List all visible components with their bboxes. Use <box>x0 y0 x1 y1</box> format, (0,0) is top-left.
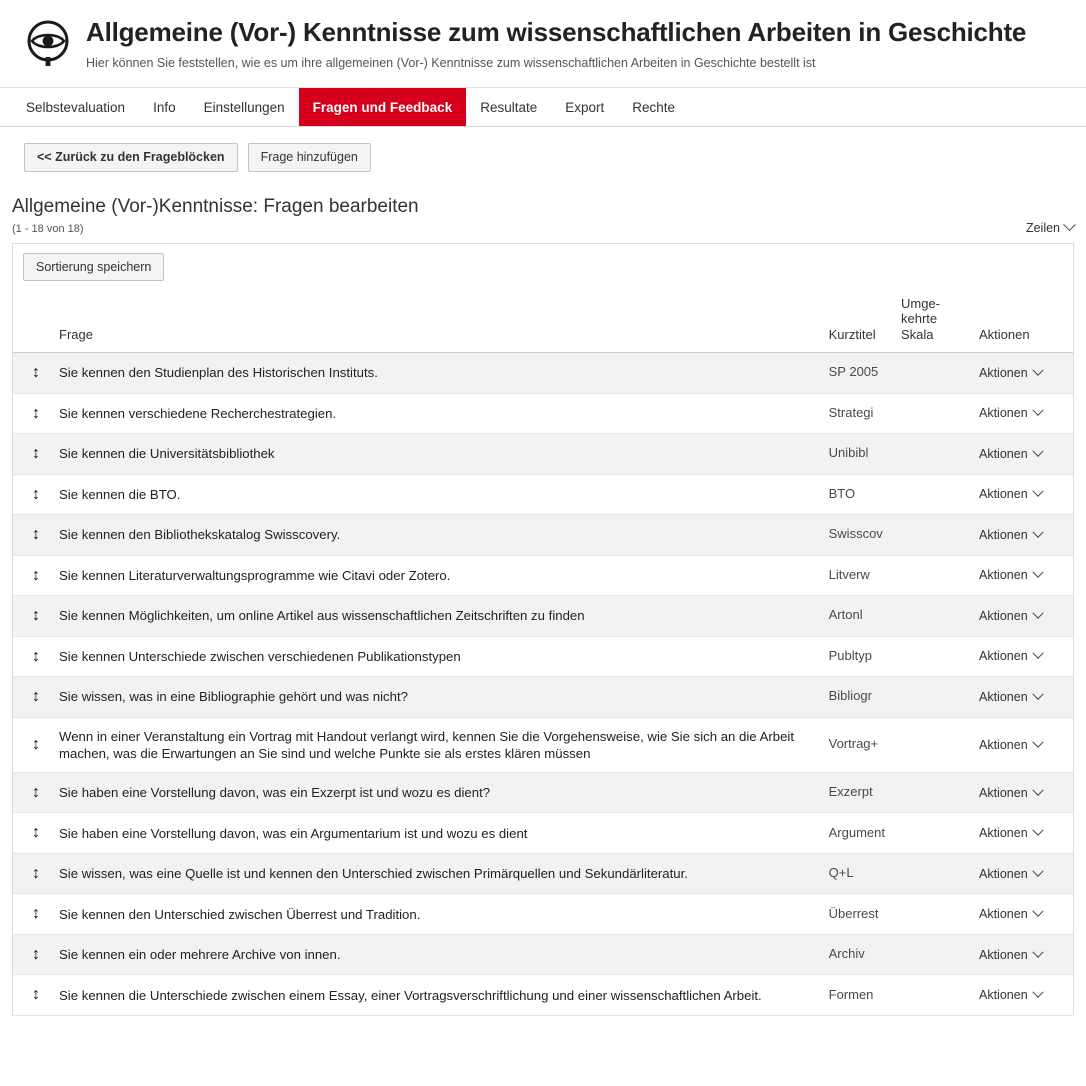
toolbar-actions <box>0 127 1086 182</box>
rows-toggle-label: Zeilen <box>1025 220 1060 235</box>
row-actions-label: Aktionen <box>979 947 1028 962</box>
panel-toolbar <box>13 244 1073 291</box>
question-text: Wenn in einer Veranstaltung ein Vortrag mit Handout verlangt wird, kennen Sie die Vorgehensweise, wie Sie sich an die Arbeit machen, was die Erwartungen an Sie sind und welche Punkte sie als erstes klären müssen <box>49 717 821 772</box>
question-reversed-scale <box>893 677 971 718</box>
row-actions-dropdown[interactable] <box>979 608 1042 624</box>
column-header-aktionen: Aktionen <box>971 290 1073 352</box>
skala-line-2: kehrte <box>901 311 938 327</box>
question-shorttitle: Unibibl <box>821 434 893 475</box>
row-actions-dropdown[interactable] <box>979 648 1042 664</box>
question-reversed-scale <box>893 434 971 475</box>
row-actions-label: Aktionen <box>979 826 1028 841</box>
chevron-down-icon <box>1032 648 1043 659</box>
question-text: Sie kennen Literaturverwaltungsprogramme wie Citavi oder Zotero. <box>49 555 821 596</box>
row-actions-cell <box>971 853 1073 894</box>
row-actions-dropdown[interactable] <box>979 689 1042 705</box>
chevron-down-icon <box>1032 364 1043 375</box>
drag-updown-icon[interactable] <box>13 772 49 813</box>
question-reversed-scale <box>893 894 971 935</box>
row-actions-label: Aktionen <box>979 487 1028 502</box>
question-text: Sie wissen, was in eine Bibliographie gehört und was nicht? <box>49 677 821 718</box>
row-actions-dropdown[interactable] <box>979 785 1042 801</box>
drag-handle-glyph: ↕ <box>32 364 40 382</box>
row-actions-label: Aktionen <box>979 527 1028 542</box>
row-actions-dropdown[interactable] <box>979 987 1042 1003</box>
drag-handle-glyph: ↕ <box>32 986 40 1004</box>
question-reversed-scale <box>893 474 971 515</box>
skala-line-1: Umge- <box>901 296 941 312</box>
question-text: Sie kennen den Studienplan des Historischen Instituts. <box>49 353 821 394</box>
question-reversed-scale <box>893 636 971 677</box>
drag-updown-icon[interactable] <box>13 393 49 434</box>
column-header-umgekehrte-skala <box>893 290 971 352</box>
question-text: Sie kennen die Universitätsbibliothek <box>49 434 821 475</box>
drag-handle-glyph: ↕ <box>32 905 40 923</box>
page-header <box>0 0 1086 87</box>
table-row <box>13 636 1073 677</box>
chevron-down-icon <box>1032 865 1043 876</box>
tab-einstellungen[interactable]: Einstellungen <box>203 99 285 115</box>
question-text: Sie haben eine Vorstellung davon, was ein Exzerpt ist und wozu es dient? <box>49 772 821 813</box>
column-header-frage: Frage <box>49 290 821 352</box>
question-text: Sie kennen die Unterschiede zwischen einem Essay, einer Vortragsverschriftlichung und einer wissenschaftlichen Arbeit. <box>49 975 821 1016</box>
table-row <box>13 934 1073 975</box>
row-actions-cell <box>971 434 1073 475</box>
table-row <box>13 853 1073 894</box>
question-text: Sie kennen verschiedene Recherchestrategien. <box>49 393 821 434</box>
tab-resultate[interactable]: Resultate <box>480 99 538 115</box>
question-shorttitle: Archiv <box>821 934 893 975</box>
question-text: Sie kennen ein oder mehrere Archive von innen. <box>49 934 821 975</box>
drag-updown-icon[interactable] <box>13 894 49 935</box>
row-actions-cell <box>971 813 1073 854</box>
tab-info[interactable]: Info <box>153 99 176 115</box>
table-row <box>13 555 1073 596</box>
question-reversed-scale <box>893 596 971 637</box>
drag-handle-glyph: ↕ <box>32 526 40 544</box>
question-text: Sie kennen den Bibliothekskatalog Swisscovery. <box>49 515 821 556</box>
drag-updown-icon[interactable] <box>13 555 49 596</box>
drag-updown-icon[interactable] <box>13 515 49 556</box>
table-row <box>13 434 1073 475</box>
question-shorttitle: Exzerpt <box>821 772 893 813</box>
chevron-down-icon <box>1032 784 1043 795</box>
row-actions-label: Aktionen <box>979 866 1028 881</box>
chevron-down-icon <box>1032 946 1043 957</box>
row-actions-dropdown[interactable] <box>979 737 1042 753</box>
tab-export[interactable]: Export <box>565 99 605 115</box>
row-actions-cell <box>971 975 1073 1016</box>
row-actions-dropdown[interactable] <box>979 486 1042 502</box>
question-shorttitle: BTO <box>821 474 893 515</box>
table-row <box>13 717 1073 772</box>
drag-updown-icon[interactable] <box>13 717 49 772</box>
drag-updown-icon[interactable] <box>13 813 49 854</box>
chevron-down-icon <box>1032 607 1043 618</box>
question-shorttitle: Litverw <box>821 555 893 596</box>
question-text: Sie wissen, was eine Quelle ist und kennen den Unterschied zwischen Primärquellen und Sekundärliteratur. <box>49 853 821 894</box>
row-actions-label: Aktionen <box>979 406 1028 421</box>
questions-panel <box>12 243 1074 1016</box>
row-actions-cell <box>971 353 1073 394</box>
question-shorttitle: Formen <box>821 975 893 1016</box>
drag-handle-glyph: ↕ <box>32 864 40 882</box>
row-actions-label: Aktionen <box>979 785 1028 800</box>
chevron-down-icon <box>1032 567 1043 578</box>
row-actions-dropdown[interactable] <box>979 866 1042 882</box>
row-actions-label: Aktionen <box>979 446 1028 461</box>
question-shorttitle: Q+L <box>821 853 893 894</box>
chevron-down-icon <box>1032 688 1043 699</box>
tabbar <box>12 88 1074 126</box>
drag-handle-glyph: ↕ <box>32 647 40 665</box>
tab-fragen-und-feedback[interactable]: Fragen und Feedback <box>299 88 467 126</box>
row-actions-dropdown[interactable] <box>979 365 1042 381</box>
questions-table <box>13 290 1073 1016</box>
chevron-down-icon <box>1032 445 1043 456</box>
table-row <box>13 894 1073 935</box>
row-actions-label: Aktionen <box>979 689 1028 704</box>
table-header <box>13 290 1073 352</box>
question-shorttitle: Artonl <box>821 596 893 637</box>
row-actions-dropdown[interactable] <box>979 567 1042 583</box>
table-row <box>13 474 1073 515</box>
row-actions-cell <box>971 894 1073 935</box>
row-actions-label: Aktionen <box>979 649 1028 664</box>
row-actions-cell <box>971 934 1073 975</box>
question-reversed-scale <box>893 975 971 1016</box>
question-reversed-scale <box>893 353 971 394</box>
drag-handle-glyph: ↕ <box>32 688 40 706</box>
row-actions-dropdown[interactable] <box>979 825 1042 841</box>
section-title: Allgemeine (Vor-)Kenntnisse: Fragen bearbeiten <box>12 195 419 217</box>
question-shorttitle: Argument <box>821 813 893 854</box>
question-shorttitle: Strategi <box>821 393 893 434</box>
row-actions-cell <box>971 555 1073 596</box>
back-to-blocks-button[interactable]: << Zurück zu den Frageblöcken <box>24 143 238 172</box>
chevron-down-icon <box>1032 987 1043 998</box>
question-reversed-scale <box>893 772 971 813</box>
row-actions-dropdown[interactable] <box>979 405 1042 421</box>
result-counter: (1 - 18 von 18) <box>12 222 84 235</box>
chevron-down-icon <box>1063 218 1076 231</box>
question-reversed-scale <box>893 515 971 556</box>
drag-updown-icon[interactable] <box>13 474 49 515</box>
question-text: Sie kennen Unterschiede zwischen verschiedenen Publikationstypen <box>49 636 821 677</box>
table-row <box>13 393 1073 434</box>
add-question-button[interactable]: Frage hinzufügen <box>248 143 371 172</box>
question-shorttitle: Überrest <box>821 894 893 935</box>
row-actions-cell <box>971 677 1073 718</box>
drag-updown-icon[interactable] <box>13 853 49 894</box>
chevron-down-icon <box>1032 486 1043 497</box>
table-row <box>13 353 1073 394</box>
row-actions-dropdown[interactable] <box>979 906 1042 922</box>
drag-updown-icon[interactable] <box>13 677 49 718</box>
column-header-handle <box>13 290 49 352</box>
chevron-down-icon <box>1032 906 1043 917</box>
table-row <box>13 677 1073 718</box>
drag-handle-glyph: ↕ <box>32 485 40 503</box>
row-actions-dropdown[interactable] <box>979 527 1042 543</box>
question-reversed-scale <box>893 853 971 894</box>
drag-updown-icon[interactable] <box>13 636 49 677</box>
question-reversed-scale <box>893 934 971 975</box>
table-header-row <box>13 290 1073 352</box>
drag-handle-glyph: ↕ <box>32 945 40 963</box>
question-shorttitle: Swisscov <box>821 515 893 556</box>
question-reversed-scale <box>893 813 971 854</box>
tab-selbstevaluation[interactable]: Selbstevaluation <box>26 99 126 115</box>
row-actions-cell <box>971 393 1073 434</box>
question-reversed-scale <box>893 555 971 596</box>
column-header-kurztitel: Kurztitel <box>821 290 893 352</box>
question-text: Sie haben eine Vorstellung davon, was ein Argumentarium ist und wozu es dient <box>49 813 821 854</box>
row-actions-label: Aktionen <box>979 907 1028 922</box>
drag-updown-icon[interactable] <box>13 596 49 637</box>
table-row <box>13 772 1073 813</box>
chevron-down-icon <box>1032 736 1043 747</box>
drag-handle-glyph: ↕ <box>32 566 40 584</box>
question-text: Sie kennen die BTO. <box>49 474 821 515</box>
eye-logo-icon <box>24 20 72 68</box>
row-actions-dropdown[interactable] <box>979 446 1042 462</box>
row-actions-cell <box>971 474 1073 515</box>
question-text: Sie kennen Möglichkeiten, um online Artikel aus wissenschaftlichen Zeitschriften zu finden <box>49 596 821 637</box>
row-actions-label: Aktionen <box>979 365 1028 380</box>
row-actions-dropdown[interactable] <box>979 947 1042 963</box>
row-actions-label: Aktionen <box>979 568 1028 583</box>
drag-handle-glyph: ↕ <box>32 736 40 754</box>
question-shorttitle: SP 2005 <box>821 353 893 394</box>
question-text: Sie kennen den Unterschied zwischen Überrest und Tradition. <box>49 894 821 935</box>
row-actions-cell <box>971 717 1073 772</box>
table-row <box>13 596 1073 637</box>
save-sorting-button[interactable]: Sortierung speichern <box>23 253 164 282</box>
row-actions-cell <box>971 596 1073 637</box>
table-row <box>13 975 1073 1016</box>
section-header <box>0 182 1086 235</box>
question-shorttitle: Bibliogr <box>821 677 893 718</box>
drag-handle-glyph: ↕ <box>32 824 40 842</box>
page-subtitle: Hier können Sie feststellen, wie es um ihre allgemeinen (Vor-) Kenntnisse zum wissenschaftlichen Arbeiten in Geschichte bestellt ist <box>86 56 816 71</box>
drag-updown-icon[interactable] <box>13 434 49 475</box>
table-row <box>13 813 1073 854</box>
question-shorttitle: Publtyp <box>821 636 893 677</box>
row-actions-cell <box>971 515 1073 556</box>
drag-updown-icon[interactable] <box>13 353 49 394</box>
question-shorttitle: Vortrag+ <box>821 717 893 772</box>
question-reversed-scale <box>893 393 971 434</box>
row-actions-label: Aktionen <box>979 988 1028 1003</box>
page-title: Allgemeine (Vor-) Kenntnisse zum wissenschaftlichen Arbeiten in Geschichte <box>86 17 1027 47</box>
rows-toggle[interactable] <box>1026 221 1074 235</box>
row-actions-cell <box>971 636 1073 677</box>
drag-handle-glyph: ↕ <box>32 445 40 463</box>
drag-handle-glyph: ↕ <box>32 783 40 801</box>
drag-updown-icon[interactable] <box>13 975 49 1016</box>
tabbar-container <box>0 87 1086 127</box>
row-actions-label: Aktionen <box>979 608 1028 623</box>
table-row <box>13 515 1073 556</box>
skala-line-3: Skala <box>901 326 934 342</box>
drag-handle-glyph: ↕ <box>32 607 40 625</box>
drag-handle-glyph: ↕ <box>32 404 40 422</box>
chevron-down-icon <box>1032 526 1043 537</box>
question-reversed-scale <box>893 717 971 772</box>
table-body <box>13 353 1073 1016</box>
row-actions-label: Aktionen <box>979 737 1028 752</box>
tab-rechte[interactable]: Rechte <box>632 99 676 115</box>
chevron-down-icon <box>1032 825 1043 836</box>
row-actions-cell <box>971 772 1073 813</box>
chevron-down-icon <box>1032 405 1043 416</box>
drag-updown-icon[interactable] <box>13 934 49 975</box>
